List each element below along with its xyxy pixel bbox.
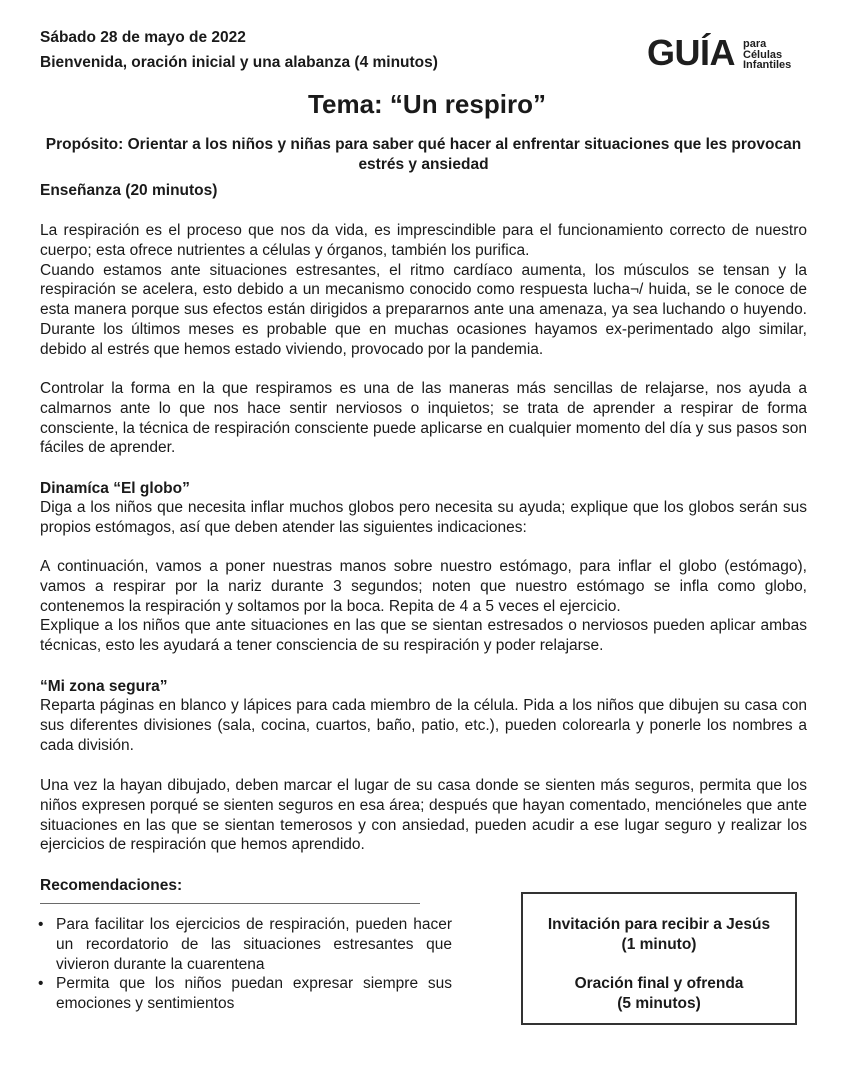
recommendations-divider bbox=[40, 903, 420, 904]
recommendation-text: Permita que los niños puedan expresar siempre sus emociones y sentimientos bbox=[56, 975, 452, 1013]
closing-box bbox=[521, 892, 797, 1025]
logo-sub-celulas: Células bbox=[743, 48, 783, 61]
globo-heading: Dinamíca “El globo” bbox=[40, 480, 190, 497]
teaching-paragraph-1 bbox=[40, 221, 807, 360]
zona-paragraph-1: Reparta páginas en blanco y lápices para cada miembro de la célula. Pida a los niños que dibujen su casa con sus diferentes divisiones (sala, cocina, cuartos, baño, patio, etc.), pueden colorearla y ponerle los nombres a cada división. bbox=[40, 697, 807, 754]
prayer-block bbox=[523, 974, 795, 1014]
globo-paragraph-1: Diga a los niños que necesita inflar muchos globos pero necesita su ayuda; explique que los globos serán sus propios estómagos, así que deben atender las siguientes indicaciones: bbox=[40, 499, 807, 536]
invitation-duration: (1 minuto) bbox=[621, 936, 697, 953]
globo-text-2b: Explique a los niños que ante situaciones en las que se sientan estresados o nerviosos pueden aplicar ambas técnicas, esto les ayudará a tener consciencia de su respiración y poder relajarse. bbox=[40, 617, 807, 655]
globo-text-2a: A continuación, vamos a poner nuestras manos sobre nuestro estómago, para inflar el globo (estómago), vamos a respirar por la nariz durante 3 segundos; noten que nuestro estómago se infla como globo, contenemos la respiración y soltamos por la boca. Repita de 4 a 5 veces el ejercicio. bbox=[40, 558, 807, 615]
prayer-title: Oración final y ofrenda bbox=[574, 975, 744, 992]
list-item bbox=[38, 974, 452, 1014]
recommendation-text: Para facilitar los ejercicios de respiración, pueden hacer un recordatorio de las situaciones estresantes que vivieron durante la cuarentena bbox=[56, 916, 452, 973]
bullet-icon: • bbox=[38, 916, 44, 933]
globo-paragraph-2 bbox=[40, 557, 807, 656]
teaching-heading: Enseñanza (20 minutos) bbox=[40, 182, 218, 199]
session-date: Sábado 28 de mayo de 2022 bbox=[40, 29, 246, 46]
zona-heading: “Mi zona segura” bbox=[40, 678, 168, 695]
invitation-block bbox=[523, 915, 795, 955]
logo-main-text: GUÍA bbox=[647, 32, 735, 73]
logo-sub-para: para bbox=[743, 38, 767, 50]
recommendations-list bbox=[38, 915, 452, 1014]
list-item bbox=[38, 915, 452, 974]
purpose-statement: Propósito: Orientar a los niños y niñas para saber qué hacer al enfrentar situaciones que les provocan estrés y ansiedad bbox=[45, 136, 802, 173]
guia-logo bbox=[647, 32, 817, 73]
bullet-icon: • bbox=[38, 975, 44, 993]
logo-subtitle bbox=[743, 39, 791, 71]
teaching-paragraph-2: Controlar la forma en la que respiramos es una de las maneras más sencillas de relajarse, nos ayuda a calmarnos ante lo que nos hace sentir nerviosos o inquietos; se trata de aprender a respirar de forma consciente, la técnica de respiración consciente puede aplicarse en cualquier momento del día y sus pasos son fáciles de aprender. bbox=[40, 380, 807, 457]
teaching-text-1b: Cuando estamos ante situaciones estresantes, el ritmo cardíaco aumenta, los músculos se tensan y la respiración se acelera, esto debido a un mecanismo conocido como respuesta lucha¬/ huida, se le conoce de esta manera porque sus efectos están dirigidos a prepararnos ante una amenaza, ya sea luchando o huyendo. Durante los últimos meses es probable que en muchas ocasiones hayamos ex-perimentado algo similar, debido al estrés que hemos estado viviendo, provocado por la pandemia. bbox=[40, 261, 807, 358]
welcome-line: Bienvenida, oración inicial y una alabanza (4 minutos) bbox=[40, 54, 438, 71]
teaching-text-1a: La respiración es el proceso que nos da vida, es imprescindible para el funcionamiento correcto de nuestro cuerpo; esta ofrece nutrientes a células y órganos, también los purifica. bbox=[40, 222, 807, 259]
logo-sub-infantiles: Infantiles bbox=[743, 59, 792, 71]
zona-paragraph-2: Una vez la hayan dibujado, deben marcar el lugar de su casa donde se sienten más seguros, permita que los niños expresen porqué se sienten seguros en esa área; después que hayan comentado, menciónеles que ante situaciones en las que se sientan temerosos y con ansiedad, pueden acudir a ese lugar seguro y realizar los ejercicios de respiración que hemos aprendido. bbox=[40, 777, 807, 854]
invitation-title: Invitación para recibir a Jesús bbox=[547, 916, 771, 933]
recommendations-heading: Recomendaciones: bbox=[40, 877, 183, 894]
page-title: Tema: “Un respiro” bbox=[308, 89, 546, 119]
prayer-duration: (5 minutos) bbox=[617, 995, 701, 1012]
